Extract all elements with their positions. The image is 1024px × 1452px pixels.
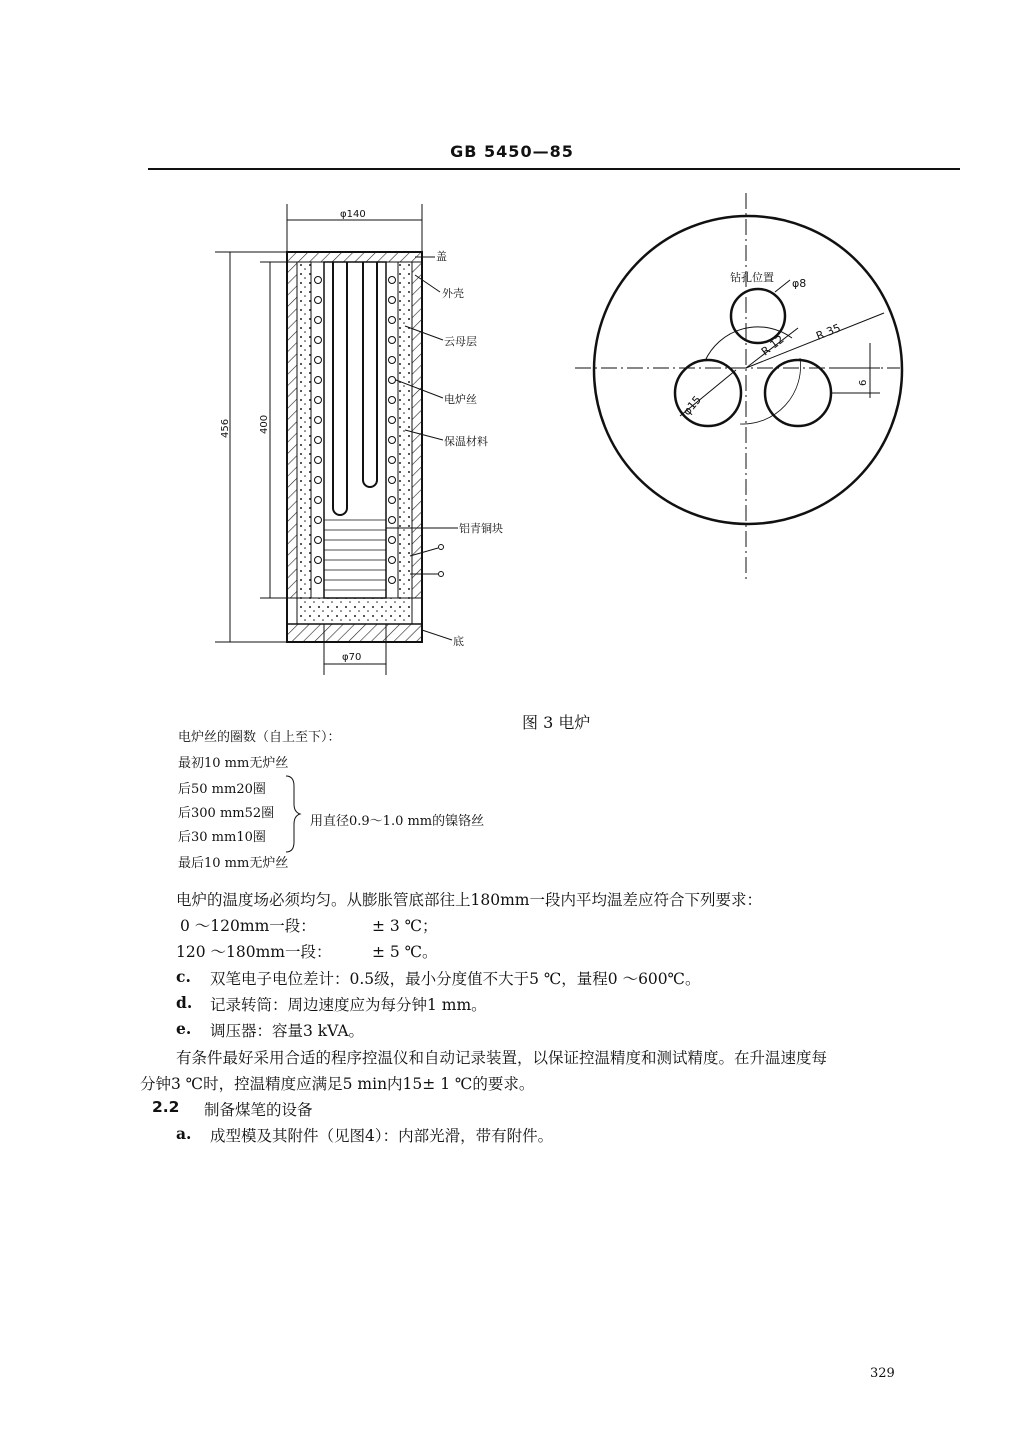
page-number: 329 bbox=[870, 1366, 895, 1381]
document-header: GB 5450—85 bbox=[450, 142, 574, 161]
section-number: 2.2 bbox=[152, 1098, 180, 1116]
label-bronze: 铝青铜块 bbox=[459, 522, 503, 535]
label-drill-position: 钻孔位置 bbox=[730, 271, 774, 284]
item-e-text: 调压器：容量3 kVA。 bbox=[210, 1022, 365, 1040]
dim-outer-diameter: φ140 bbox=[340, 209, 366, 220]
item-c-text: 双笔电子电位差计：0.5级，最小分度值不大于5 ℃，量程0 ～600℃。 bbox=[210, 970, 701, 988]
coil-title: 电炉丝的圈数（自上至下）： bbox=[178, 730, 341, 745]
coil-brace bbox=[284, 774, 304, 854]
section-title: 制备煤笔的设备 bbox=[204, 1101, 313, 1119]
item-a-marker: a. bbox=[176, 1124, 192, 1143]
dim-total-height: 456 bbox=[220, 418, 231, 438]
furnace-section-drawing bbox=[200, 190, 530, 680]
dim-inner-radius: R 12 bbox=[758, 332, 787, 359]
paragraph-control-line-2: 分钟3 ℃时，控温精度应满足5 min内15± 1 ℃的要求。 bbox=[140, 1075, 535, 1093]
item-d-text: 记录转筒：周边速度应为每分钟1 mm。 bbox=[210, 996, 487, 1014]
label-shell: 外壳 bbox=[442, 287, 464, 300]
coil-line-2: 后50 mm20圈 bbox=[178, 782, 266, 797]
item-a-text: 成型模及其附件（见图4）：内部光滑，带有附件。 bbox=[210, 1127, 554, 1145]
range-1-value: ± 3 ℃； bbox=[372, 917, 438, 935]
label-lid: 盖 bbox=[436, 250, 447, 263]
item-c-marker: c. bbox=[176, 967, 191, 986]
range-2-value: ± 5 ℃。 bbox=[372, 943, 438, 961]
coil-note: 用直径0.9～1.0 mm的镍铬丝 bbox=[310, 814, 485, 829]
label-mica: 云母层 bbox=[444, 335, 477, 348]
dim-outer-radius: R 35 bbox=[814, 321, 843, 343]
paragraph-control-line-1: 有条件最好采用合适的程序控温仪和自动记录装置，以保证控温精度和测试精度。在升温速度每 bbox=[176, 1049, 828, 1067]
label-insulation: 保温材料 bbox=[444, 435, 488, 448]
item-d-marker: d. bbox=[176, 993, 193, 1012]
range-1: 0 ～120mm一段： bbox=[180, 917, 316, 935]
item-e-marker: e. bbox=[176, 1019, 192, 1038]
dim-inner-diameter: φ70 bbox=[342, 652, 362, 663]
coil-line-5: 最后10 mm无炉丝 bbox=[178, 856, 289, 871]
label-bottom: 底 bbox=[453, 635, 464, 648]
header-rule bbox=[148, 168, 960, 170]
paragraph-uniformity: 电炉的温度场必须均匀。从膨胀管底部往上180mm一段内平均温差应符合下列要求： bbox=[176, 891, 762, 909]
label-wire: 电炉丝 bbox=[444, 393, 477, 406]
dim-inner-height: 400 bbox=[259, 414, 270, 434]
dim-drill-diameter: φ8 bbox=[792, 277, 807, 290]
coil-line-1: 最初10 mm无炉丝 bbox=[178, 756, 289, 771]
figure-caption: 图 3 电炉 bbox=[522, 713, 591, 732]
coil-line-3: 后300 mm52圈 bbox=[178, 806, 275, 821]
furnace-top-view bbox=[570, 188, 930, 588]
dim-offset: 6 bbox=[858, 379, 869, 386]
coil-line-4: 后30 mm10圈 bbox=[178, 830, 266, 845]
dim-hole-diameter: φ15 bbox=[680, 393, 704, 418]
range-2: 120 ～180mm一段： bbox=[176, 943, 332, 961]
